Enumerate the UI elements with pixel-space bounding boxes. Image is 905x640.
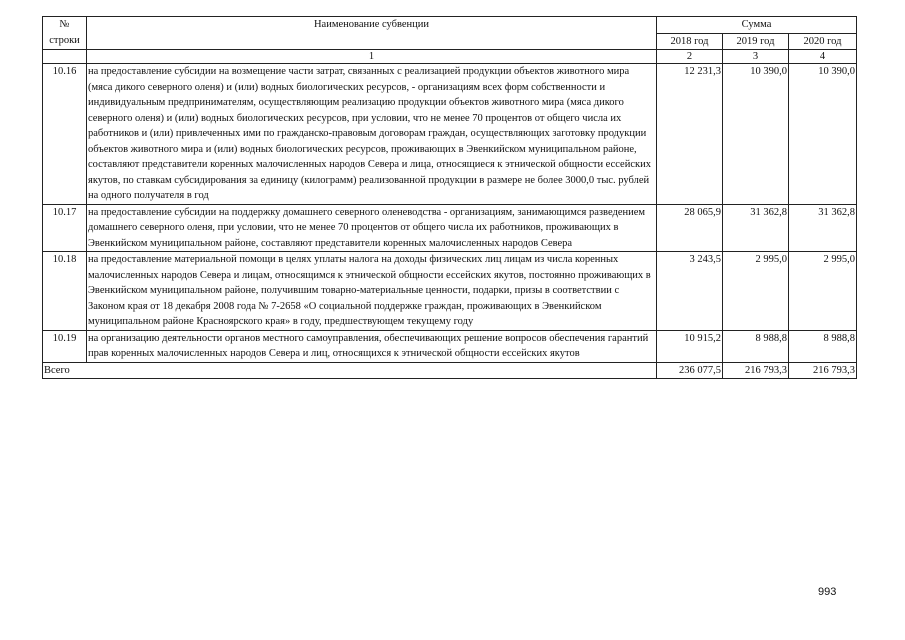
row-number: 10.19 bbox=[43, 330, 87, 362]
column-index: 4 bbox=[789, 50, 857, 64]
amount-2020: 8 988,8 bbox=[789, 330, 857, 362]
table-row bbox=[43, 252, 857, 331]
amount-2020: 31 362,8 bbox=[789, 204, 857, 252]
amount-2019: 31 362,8 bbox=[723, 204, 789, 252]
subvention-description: на предоставление материальной помощи в целях уплаты налога на доходы физических лиц лицам из числа коренных малочисленных народов Севера и лицам, относящимся к этнической общности ессейских якутов, постоянно проживающих в Эвенкийском муниципальном районе, получившим товарно-материальные ценности, подарки, призы в соответствии с Законом края от 18 декабря 2008 года № 7-2658 «О социальной поддержке граждан, проживающих в Эвенкийском муниципальном районе Красноярского края» в году, предшествующем текущему году bbox=[87, 252, 657, 331]
column-index: 3 bbox=[723, 50, 789, 64]
page-number: 993 bbox=[818, 586, 837, 598]
subvention-description: на предоставление субсидии на поддержку домашнего северного оленеводства - организациям, занимающимся разведением домашнего северного оленя, при условии, что не менее 70 процентов от общего числа их работников, проживающих в Эвенкийском муниципальном районе, составляют представители коренных малочисленных народов Севера bbox=[87, 204, 657, 252]
total-label: Всего bbox=[43, 362, 657, 379]
subvention-description: на организацию деятельности органов местного самоуправления, обеспечивающих решение вопросов обеспечения гарантий прав коренных малочисленных народов Севера и лиц, относящихся к этнической общности ессейских якутов bbox=[87, 330, 657, 362]
sum-header: Сумма bbox=[657, 17, 857, 34]
total-row bbox=[43, 362, 857, 379]
total-2020: 216 793,3 bbox=[789, 362, 857, 379]
subvention-name-header: Наименование субвенции bbox=[87, 17, 657, 50]
row-number: 10.18 bbox=[43, 252, 87, 331]
column-index-row bbox=[43, 50, 857, 64]
amount-2018: 12 231,3 bbox=[657, 64, 723, 205]
subvention-table bbox=[42, 16, 857, 379]
row-number: 10.17 bbox=[43, 204, 87, 252]
amount-2018: 10 915,2 bbox=[657, 330, 723, 362]
year-2020-header: 2020 год bbox=[789, 33, 857, 50]
column-index: 1 bbox=[87, 50, 657, 64]
table-row bbox=[43, 64, 857, 205]
subvention-description: на предоставление субсидии на возмещение части затрат, связанных с реализацией продукции объектов животного мира (мяса дикого северного оленя) и (или) водных биологических ресурсов, - организациям всех форм собственности и индивидуальным предпринимателям, осуществляющим реализацию продукции объектов животного мира (мяса дикого северного оленя) и (или) водных биологических ресурсов, при условии, что не менее 70 процентов от общего числа их работников и (или) привлеченных ими по гражданско-правовым договорам граждан, осуществляющих заготовку продукции объектов животного мира и (или) водных биологических ресурсов, проживающих в Эвенкийском муниципальном районе, составляют представители коренных малочисленных народов Севера и лица, относящиеся к этнической общности ессейских якутов, по ставкам субсидирования за единицу (килограмм) реализованной продукции в размере не более 3000,0 тыс. рублей на одного получателя в год bbox=[87, 64, 657, 205]
table-row bbox=[43, 330, 857, 362]
year-2018-header: 2018 год bbox=[657, 33, 723, 50]
amount-2018: 3 243,5 bbox=[657, 252, 723, 331]
year-2019-header: 2019 год bbox=[723, 33, 789, 50]
column-index bbox=[43, 50, 87, 64]
column-index: 2 bbox=[657, 50, 723, 64]
row-number: 10.16 bbox=[43, 64, 87, 205]
total-2019: 216 793,3 bbox=[723, 362, 789, 379]
row-number-header: № строки bbox=[43, 17, 87, 50]
amount-2019: 10 390,0 bbox=[723, 64, 789, 205]
amount-2019: 2 995,0 bbox=[723, 252, 789, 331]
amount-2018: 28 065,9 bbox=[657, 204, 723, 252]
table-row bbox=[43, 204, 857, 252]
amount-2019: 8 988,8 bbox=[723, 330, 789, 362]
amount-2020: 2 995,0 bbox=[789, 252, 857, 331]
header-row-1 bbox=[43, 17, 857, 34]
amount-2020: 10 390,0 bbox=[789, 64, 857, 205]
total-2018: 236 077,5 bbox=[657, 362, 723, 379]
